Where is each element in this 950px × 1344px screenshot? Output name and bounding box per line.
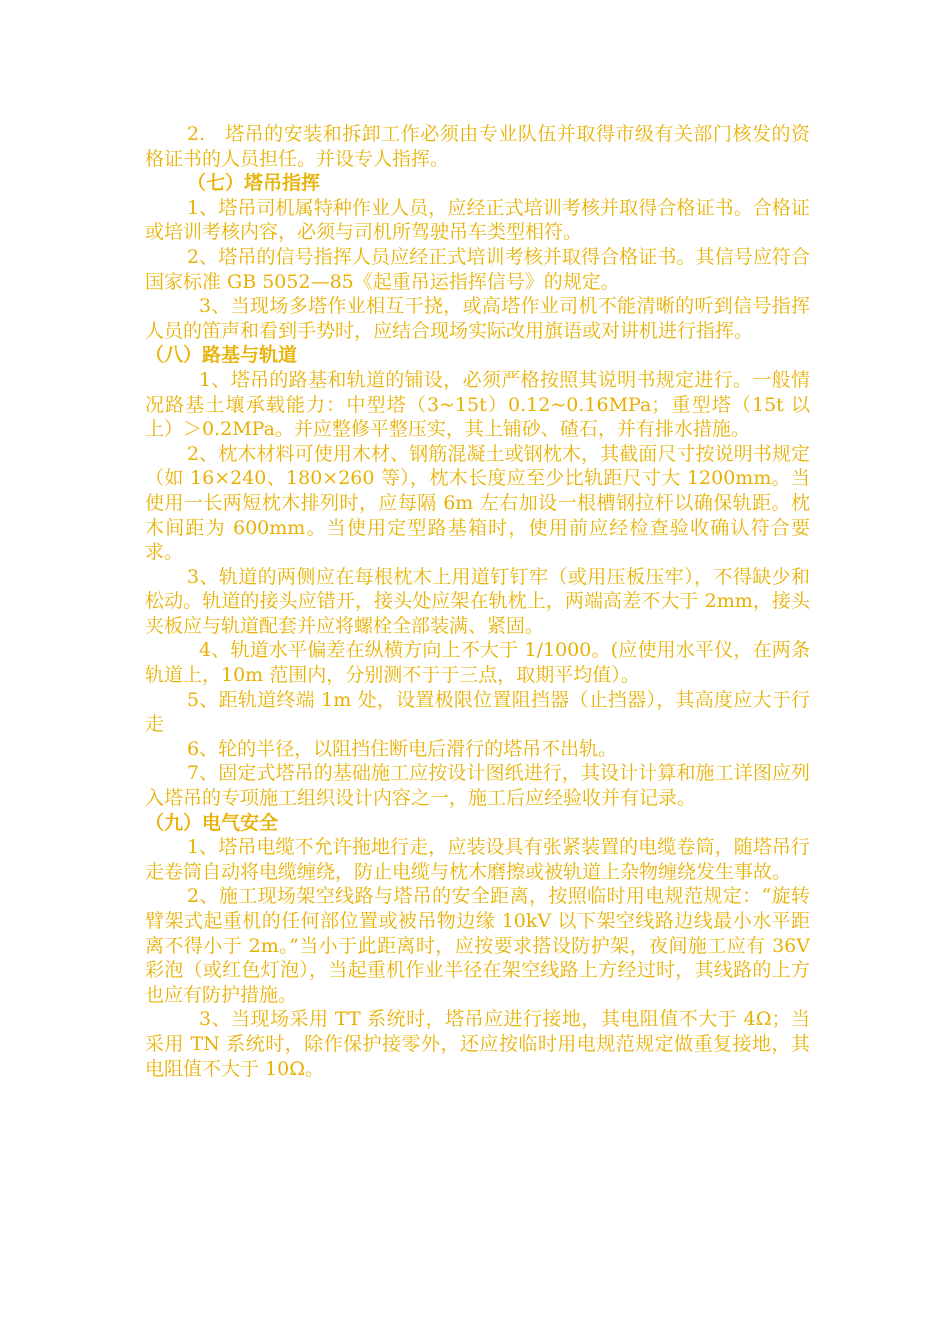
paragraph-7-3: 3、当现场多塔作业相互干挠，或高塔作业司机不能清晰的听到信号指挥人员的笛声和看到手势时，应结合现场实际改用旗语或对讲机进行指挥。 [145, 295, 810, 342]
section-heading-electrical-safety: （九）电气安全 [145, 811, 279, 834]
paragraph-7-2: 2、塔吊的信号指挥人员应经正式培训考核并取得合格证书。其信号应符合国家标准 GB 5052—85《起重吊运指挥信号》的规定。 [145, 245, 810, 293]
paragraph-installation: 2. 塔吊的安装和拆卸工作必须由专业队伍并取得市级有关部门核发的资格证书的人员担任。并设专人指挥。 [145, 123, 810, 170]
paragraph-9-1: 1、塔吊电缆不允许拖地行走，应装设具有张紧装置的电缆卷筒，随塔吊行走卷筒自动将电缆缠绕，防止电缆与枕木磨擦或被轨道上杂物缠绕发生事故。 [145, 836, 810, 883]
paragraph-8-4: 4、轨道水平偏差在纵横方向上不大于 1/1000。(应使用水平仪，在两条轨道上，10m 范围内，分别测不于于三点，取期平均值）。 [145, 639, 810, 687]
paragraph-8-1: 1、塔吊的路基和轨道的铺设，必须严格按照其说明书规定进行。一般情况路基土壤承载能力：中型塔（3~15t）0.12~0.16MPa；重型塔（15t 以上）＞0.2MPa。并应整修平整压实，其上铺砂、碴石，并有排水措施。 [145, 368, 810, 441]
section-heading-roadbed-track: （八）路基与轨道 [145, 344, 298, 367]
document-page [145, 122, 810, 1081]
section-heading-tower-crane-command: （七）塔吊指挥 [187, 172, 321, 195]
paragraph-8-7: 7、固定式塔吊的基础施工应按设计图纸进行，其设计计算和施工详图应列入塔吊的专项施工组织设计内容之一，施工后应经验收并有记录。 [145, 762, 810, 810]
paragraph-7-1: 1、塔吊司机属特种作业人员，应经正式培训考核并取得合格证书。合格证或培训考核内容，必须与司机所驾驶吊车类型相符。 [145, 196, 810, 244]
paragraph-9-2: 2、施工现场架空线路与塔吊的安全距离，按照临时用电规范规定：“旋转臂架式起重机的任何部位置或被吊物边缘 10kV 以下架空线路边线最小水平距离不得小于 2m。”当小于此距离时，应按要求搭设防护架，夜间施工应有 36V 彩泡（或红色灯泡），当起重机作业半径在架空线路上方经过时，其线路的上方也应有防护措施。 [145, 885, 810, 1006]
paragraph-9-3: 3、当现场采用 TT 系统时，塔吊应进行接地，其电阻值不大于 4Ω；当采用 TN 系统时，除作保护接零外，还应按临时用电规范规定做重复接地，其电阻值不大于 10Ω。 [145, 1008, 810, 1080]
paragraph-8-5: 5、距轨道终端 1m 处，设置极限位置阻挡器（止挡器），其高度应大于行走 [145, 688, 810, 736]
paragraph-8-2: 2、枕木材料可使用木材、钢筋混凝土或钢枕木，其截面尺寸按说明书规定（如 16×240、180×260 等），枕木长度应至少比轨距尺寸大 1200mm。当使用一长两短枕木排列时，应每隔 6m 左右加设一根槽钢拉杆以确保轨距。枕木间距为 600mm。当使用定型路基箱时，使用前应经检查验收确认符合要求。 [145, 442, 810, 564]
paragraph-8-6: 6、轮的半径，以阻挡住断电后滑行的塔吊不出轨。 [187, 737, 618, 760]
paragraph-8-3: 3、轨道的两侧应在每根枕木上用道钉钉牢（或用压板压牢），不得缺少和松动。轨道的接头应错开，接头处应架在轨枕上，两端高差不大于 2mm，接头夹板应与轨道配套并应将螺栓全部装满、紧固。 [145, 565, 810, 637]
